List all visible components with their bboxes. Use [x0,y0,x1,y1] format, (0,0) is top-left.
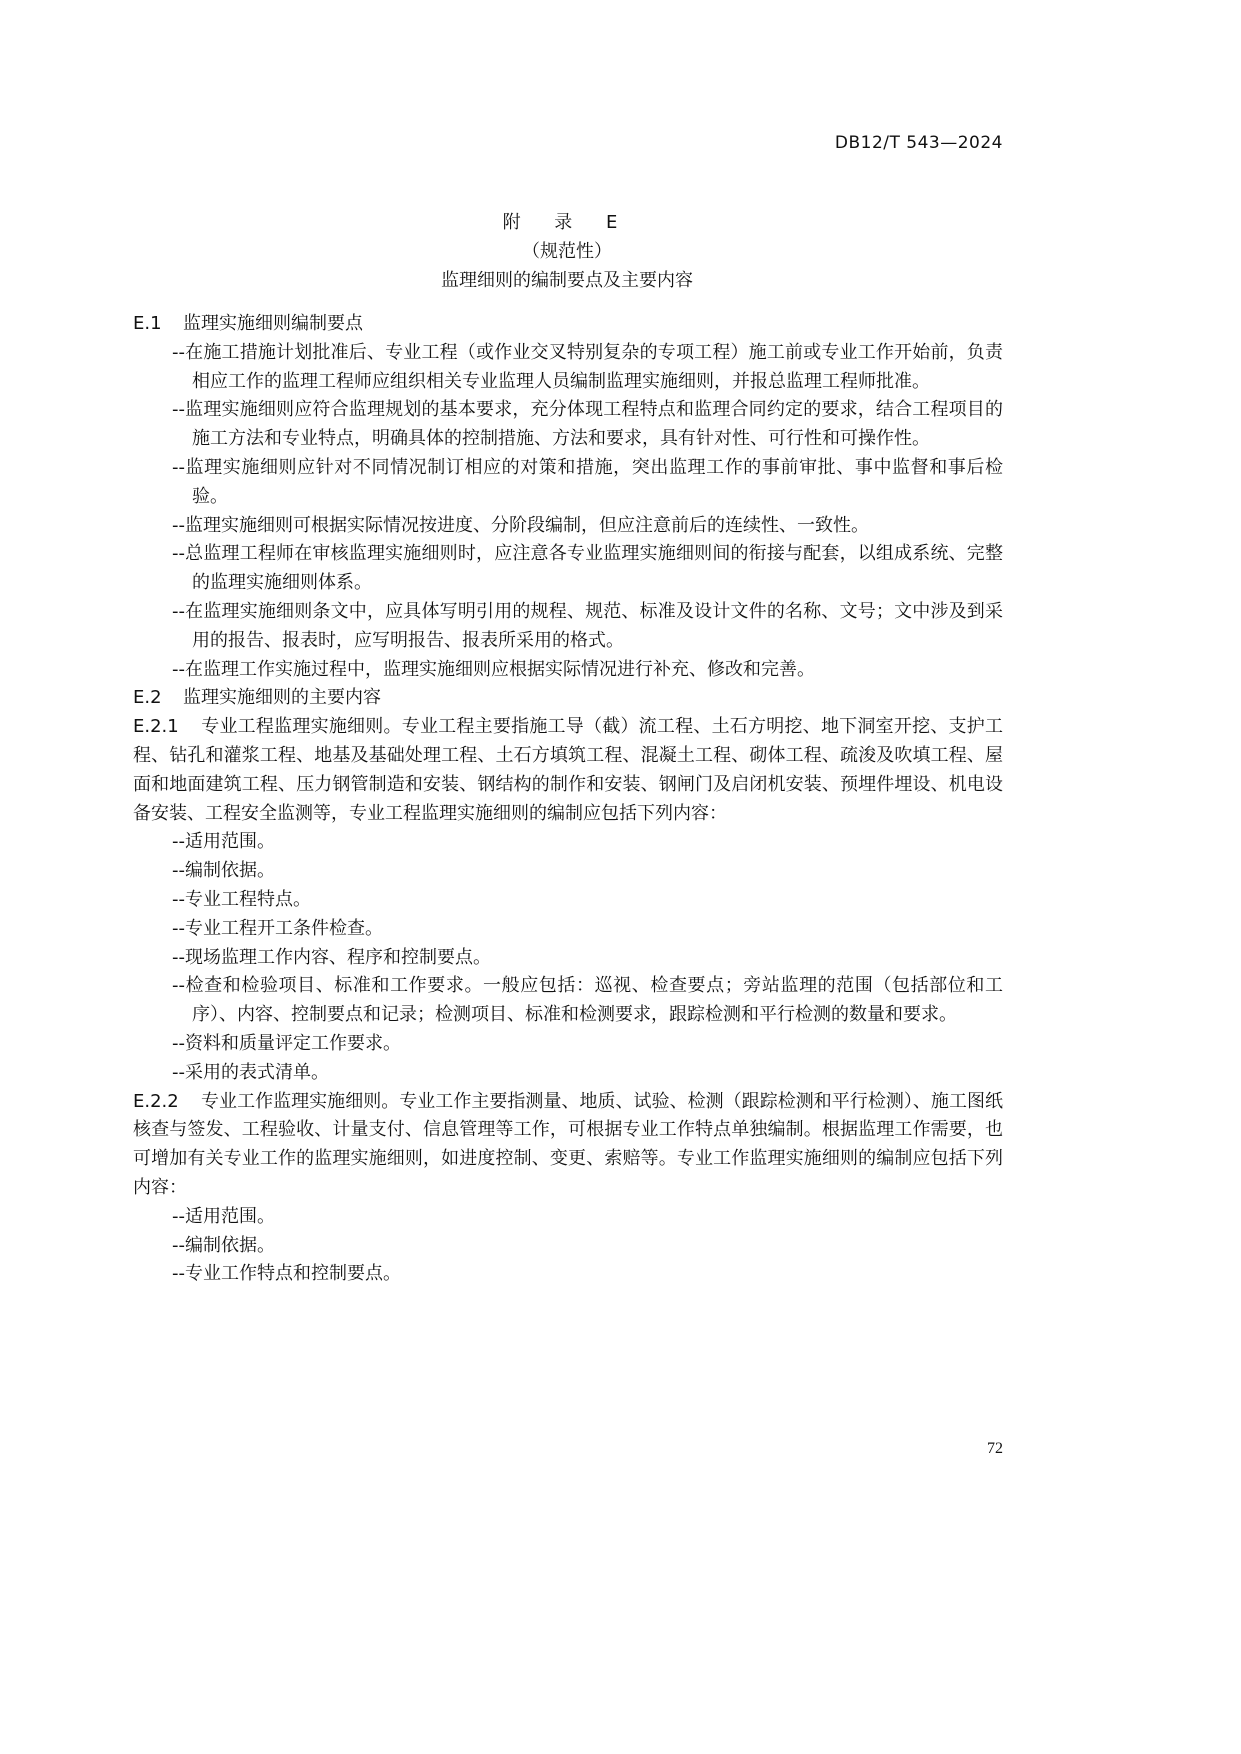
list-item: --在监理实施细则条文中，应具体写明引用的规程、规范、标准及设计文件的名称、文号；文中涉及到采用的报告、报表时，应写明报告、报表所采用的格式。 [172,600,1003,651]
list-item: --专业工作特点和控制要点。 [172,1263,401,1285]
document-code: DB12/T 543—2024 [834,133,1003,153]
section-number: E.1 [133,313,162,334]
appendix-title: 监理细则的编制要点及主要内容 [441,270,693,291]
clause-text: 专业工作监理实施细则。专业工作主要指测量、地质、试验、检测（跟踪检测和平行检测）、施工图纸核查与签发、工程验收、计量支付、信息管理等工作，可根据专业工作特点单独编制。根据监理工作需要，也可增加有关专业工作的监理实施细则，如进度控制、变更、索赔等。专业工作监理实施细则的编制应包括下列内容： [133,1090,1003,1198]
list-item: --编制依据。 [172,1234,275,1256]
list-item: --现场监理工作内容、程序和控制要点。 [172,946,491,968]
list-item: --检查和检验项目、标准和工作要求。一般应包括：巡视、检查要点；旁站监理的范围（包括部位和工序）、内容、控制要点和记录；检测项目、标准和检测要求，跟踪检测和平行检测的数量和要求。 [172,975,1003,1026]
clause-number: E.2.2 [133,1090,179,1112]
document-body [133,310,1003,1289]
list-item: --监理实施细则可根据实际情况按进度、分阶段编制，但应注意前后的连续性、一致性。 [172,514,869,536]
section-title: 监理实施细则的主要内容 [183,687,381,709]
section-e1-heading [133,310,1003,339]
clause-text: 专业工程监理实施细则。专业工程主要指施工导（截）流工程、土石方明挖、地下洞室开挖、支护工程、钻孔和灌浆工程、地基及基础处理工程、土石方填筑工程、混凝土工程、砌体工程、疏浚及吹填工程、屋面和地面建筑工程、压力钢管制造和安装、钢结构的制作和安装、钢闸门及启闭机安装、预埋件埋设、机电设备安装、工程安全监测等，专业工程监理实施细则的编制应包括下列内容： [133,716,1003,824]
list-item: --采用的表式清单。 [172,1061,329,1083]
list-item: --专业工程开工条件检查。 [172,917,383,939]
page-number: 72 [987,1440,1003,1457]
list-item: --在施工措施计划批准后、专业工程（或作业交叉特别复杂的专项工程）施工前或专业工作开始前，负责相应工作的监理工程师应组织相关专业监理人员编制监理实施细则，并报总监理工程师批准。 [172,341,1003,392]
list-item: --专业工程特点。 [172,888,311,910]
clause-number: E.2.1 [133,716,179,738]
appendix-title-block [0,208,1134,295]
list-item: --编制依据。 [172,860,275,882]
list-item: --监理实施细则应符合监理规划的基本要求，充分体现工程特点和监理合同约定的要求，结合工程项目的施工方法和专业特点，明确具体的控制措施、方法和要求，具有针对性、可行性和可操作性。 [172,399,1003,450]
clause-e22 [133,1088,1003,1203]
clause-e21 [133,713,1003,828]
list-item: --资料和质量评定工作要求。 [172,1032,401,1054]
section-number: E.2 [133,687,162,709]
section-title: 监理实施细则编制要点 [183,313,363,334]
appendix-nature: （规范性） [522,241,612,262]
appendix-label: 附 录 E [502,212,632,233]
list-item: --适用范围。 [172,831,275,853]
section-e2-heading [133,684,1003,713]
list-item: --在监理工作实施过程中，监理实施细则应根据实际情况进行补充、修改和完善。 [172,658,815,680]
list-item: --监理实施细则应针对不同情况制订相应的对策和措施，突出监理工作的事前审批、事中监督和事后检验。 [172,456,1003,507]
list-item: --适用范围。 [172,1205,275,1227]
list-item: --总监理工程师在审核监理实施细则时，应注意各专业监理实施细则间的衔接与配套，以组成系统、完整的监理实施细则体系。 [172,543,1003,594]
